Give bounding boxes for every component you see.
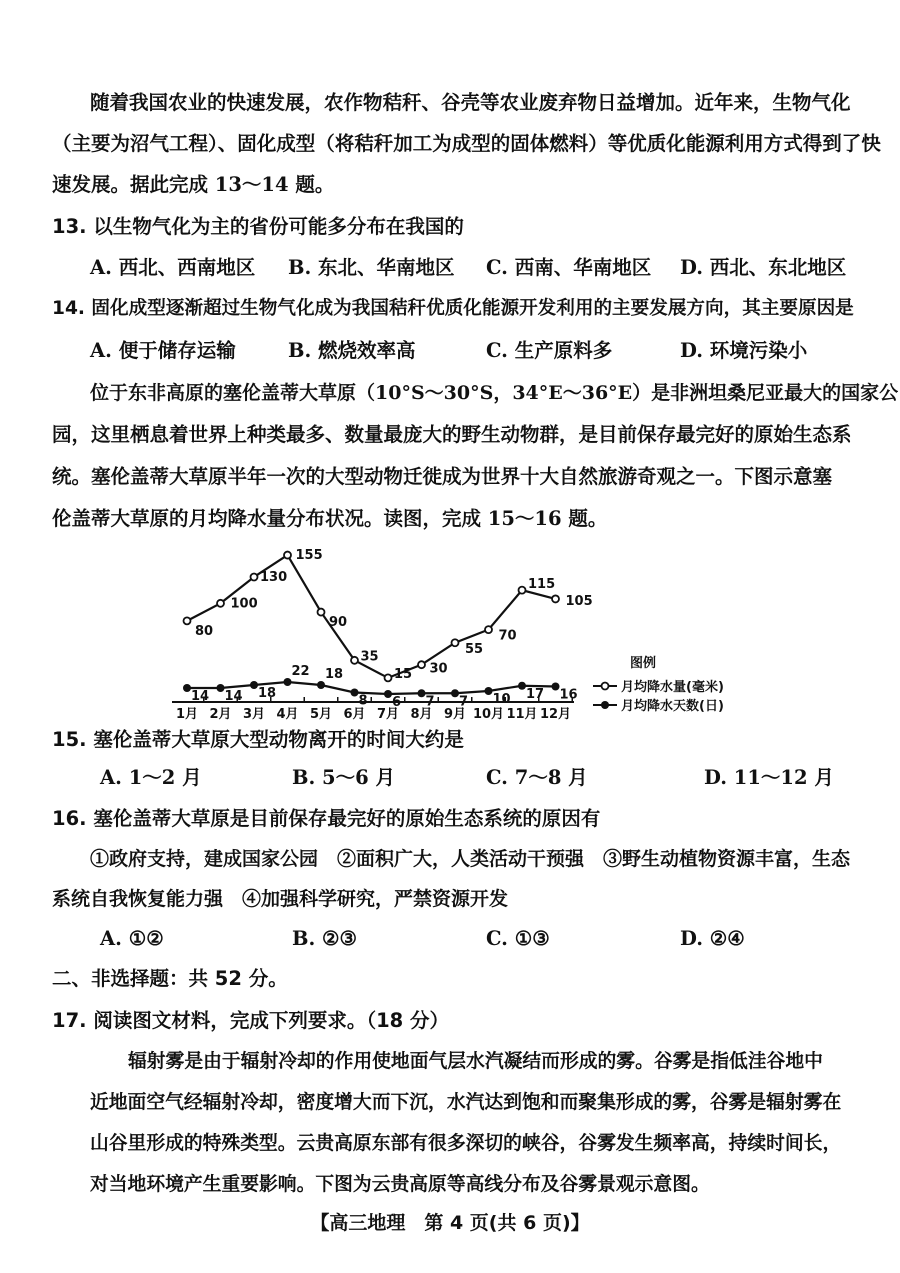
precipitation-point <box>284 552 291 559</box>
rain-days-label: 14 <box>191 689 210 704</box>
intro2-line-1: 位于东非高原的塞伦盖蒂大草原（10°S～30°S，34°E～36°E）是非洲坦桑尼亚最大的国家公 <box>90 382 899 404</box>
rain-days-point <box>250 681 258 689</box>
q15-option-d[interactable]: D. 11～12 月 <box>704 766 834 789</box>
legend-days-label: 月均降水天数(日) <box>621 699 724 714</box>
q16-statement-line-2: 系统自我恢复能力强 ④加强科学研究，严禁资源开发 <box>52 888 509 910</box>
rain-days-label: 6 <box>392 695 402 710</box>
rain-days-label: 17 <box>526 686 545 702</box>
q13-option-b[interactable]: B. 东北、华南地区 <box>288 256 455 279</box>
precipitation-point <box>418 661 425 668</box>
x-tick-label: 7月 <box>376 707 400 722</box>
rain-days-point <box>552 683 560 691</box>
q14-option-a[interactable]: A. 便于储存运输 <box>90 339 236 362</box>
precipitation-point <box>452 639 459 646</box>
precipitation-label: 70 <box>498 628 517 644</box>
precipitation-point <box>552 595 559 602</box>
q16-option-a[interactable]: A. ①② <box>100 927 164 950</box>
q13-option-a[interactable]: A. 西北、西南地区 <box>90 256 256 279</box>
legend-precip-marker <box>602 683 609 690</box>
rain-days-point <box>451 689 459 697</box>
precipitation-label: 130 <box>260 569 288 585</box>
legend-precip-label: 月均降水量(毫米) <box>621 680 724 695</box>
q13-option-c[interactable]: C. 西南、华南地区 <box>486 256 652 279</box>
rain-days-point <box>351 689 359 697</box>
rain-days-point <box>217 684 225 692</box>
precipitation-label: 115 <box>528 577 556 593</box>
precipitation-label: 100 <box>230 596 258 612</box>
rain-days-point <box>384 690 392 698</box>
precipitation-label: 15 <box>394 666 413 682</box>
rain-days-point <box>183 684 191 692</box>
q14-option-d[interactable]: D. 环境污染小 <box>680 339 808 362</box>
q16-option-d[interactable]: D. ②④ <box>680 927 745 950</box>
intro1-line-2: （主要为沼气工程）、固化成型（将秸秆加工为成型的固体燃料）等优质化能源利用方式得到了快 <box>52 132 881 155</box>
rain-days-label: 7 <box>459 694 469 710</box>
chart-series-group <box>183 548 593 710</box>
precipitation-point <box>519 587 526 594</box>
intro1-line-3: 速发展。据此完成 13～14 题。 <box>52 173 335 196</box>
x-tick-label: 11月 <box>506 707 538 722</box>
rain-days-point <box>485 687 493 695</box>
rain-days-label: 16 <box>559 687 578 703</box>
q17-material-line-2: 近地面空气经辐射冷却，密度增大而下沉，水汽达到饱和而聚集形成的雾，谷雾是辐射雾在 <box>90 1091 842 1113</box>
q14-stem: 14. 固化成型逐渐超过生物气化成为我国秸秆优质化能源开发利用的主要发展方向，其主要原因是 <box>52 298 854 319</box>
rain-days-label: 18 <box>325 667 344 682</box>
legend-title: 图例 <box>630 656 657 671</box>
x-tick-label: 2月 <box>209 707 232 722</box>
q15-option-a[interactable]: A. 1～2 月 <box>100 766 202 789</box>
rain-days-label: 7 <box>425 694 435 710</box>
precipitation-label: 30 <box>429 661 448 677</box>
q15-option-c[interactable]: C. 7～8 月 <box>486 766 588 789</box>
precipitation-point <box>318 609 325 616</box>
x-tick-label: 8月 <box>410 707 433 722</box>
rain-days-point <box>418 689 426 697</box>
legend-days-marker <box>601 701 609 709</box>
rain-days-label: 14 <box>224 689 243 704</box>
precipitation-label: 55 <box>465 641 484 657</box>
q13-stem: 13. 以生物气化为主的省份可能多分布在我国的 <box>52 215 464 238</box>
precipitation-label: 90 <box>329 615 348 631</box>
rain-days-label: 8 <box>358 693 368 709</box>
q16-option-c[interactable]: C. ①③ <box>486 927 550 950</box>
x-tick-label: 12月 <box>539 707 572 722</box>
precipitation-point <box>385 674 392 681</box>
rain-days-label: 22 <box>291 664 310 679</box>
precipitation-point <box>251 573 258 580</box>
x-tick-label: 4月 <box>276 707 299 722</box>
precipitation-point <box>351 657 358 664</box>
q17-material-line-4: 对当地环境产生重要影响。下图为云贵高原等高线分布及谷雾景观示意图。 <box>90 1173 710 1195</box>
x-tick-label: 9月 <box>443 707 467 722</box>
intro1-line-1: 随着我国农业的快速发展，农作物秸秆、谷壳等农业废弃物日益增加。近年来，生物气化 <box>90 91 851 114</box>
q17-material-line-1: 辐射雾是由于辐射冷却的作用使地面气层水汽凝结而形成的雾。谷雾是指低洼谷地中 <box>128 1050 823 1072</box>
chart-legend <box>593 655 724 714</box>
q14-option-b[interactable]: B. 燃烧效率高 <box>288 339 416 362</box>
precipitation-label: 35 <box>360 649 379 665</box>
intro2-line-4: 伦盖蒂大草原的月均降水量分布状况。读图，完成 15～16 题。 <box>52 507 608 530</box>
x-tick-label: 1月 <box>175 707 199 722</box>
q15-stem: 15. 塞伦盖蒂大草原大型动物离开的时间大约是 <box>52 728 464 751</box>
q15-option-b[interactable]: B. 5～6 月 <box>292 766 395 789</box>
section-2-heading: 二、非选择题：共 52 分。 <box>52 967 288 990</box>
q17-material-line-3: 山谷里形成的特殊类型。云贵高原东部有很多深切的峡谷，谷雾发生频率高，持续时间长， <box>90 1132 842 1154</box>
precipitation-label: 155 <box>295 548 323 564</box>
q14-option-c[interactable]: C. 生产原料多 <box>486 339 613 362</box>
rain-days-point <box>284 678 292 686</box>
q16-option-b[interactable]: B. ②③ <box>292 927 358 950</box>
x-tick-label: 6月 <box>343 707 366 722</box>
page-footer: 【高三地理 第 4 页(共 6 页)】 <box>310 1212 590 1234</box>
precipitation-point <box>217 600 224 607</box>
rain-days-label: 18 <box>258 686 277 701</box>
x-tick-label: 10月 <box>472 707 505 722</box>
x-tick-label: 3月 <box>242 707 266 722</box>
intro2-line-3: 统。塞伦盖蒂大草原半年一次的大型动物迁徙成为世界十大自然旅游奇观之一。下图示意塞 <box>52 465 833 488</box>
q16-statement-line-1: ①政府支持，建成国家公园 ②面积广大，人类活动干预强 ③野生动植物资源丰富，生态 <box>90 848 851 870</box>
precipitation-label: 105 <box>565 593 593 609</box>
intro2-line-2: 园，这里栖息着世界上种类最多、数量最庞大的野生动物群，是目前保存最完好的原始生态系 <box>52 423 852 446</box>
rain-days-point <box>317 681 325 689</box>
precipitation-point <box>184 617 191 624</box>
x-tick-label: 5月 <box>309 707 333 722</box>
q17-stem: 17. 阅读图文材料，完成下列要求。（18 分） <box>52 1009 450 1032</box>
precipitation-point <box>485 626 492 633</box>
rain-days-point <box>518 682 526 690</box>
q13-option-d[interactable]: D. 西北、东北地区 <box>680 256 847 279</box>
rain-days-label: 10 <box>492 692 511 707</box>
precipitation-label: 80 <box>195 623 214 639</box>
precipitation-chart <box>170 545 770 725</box>
q16-stem: 16. 塞伦盖蒂大草原是目前保存最完好的原始生态系统的原因有 <box>52 807 601 830</box>
